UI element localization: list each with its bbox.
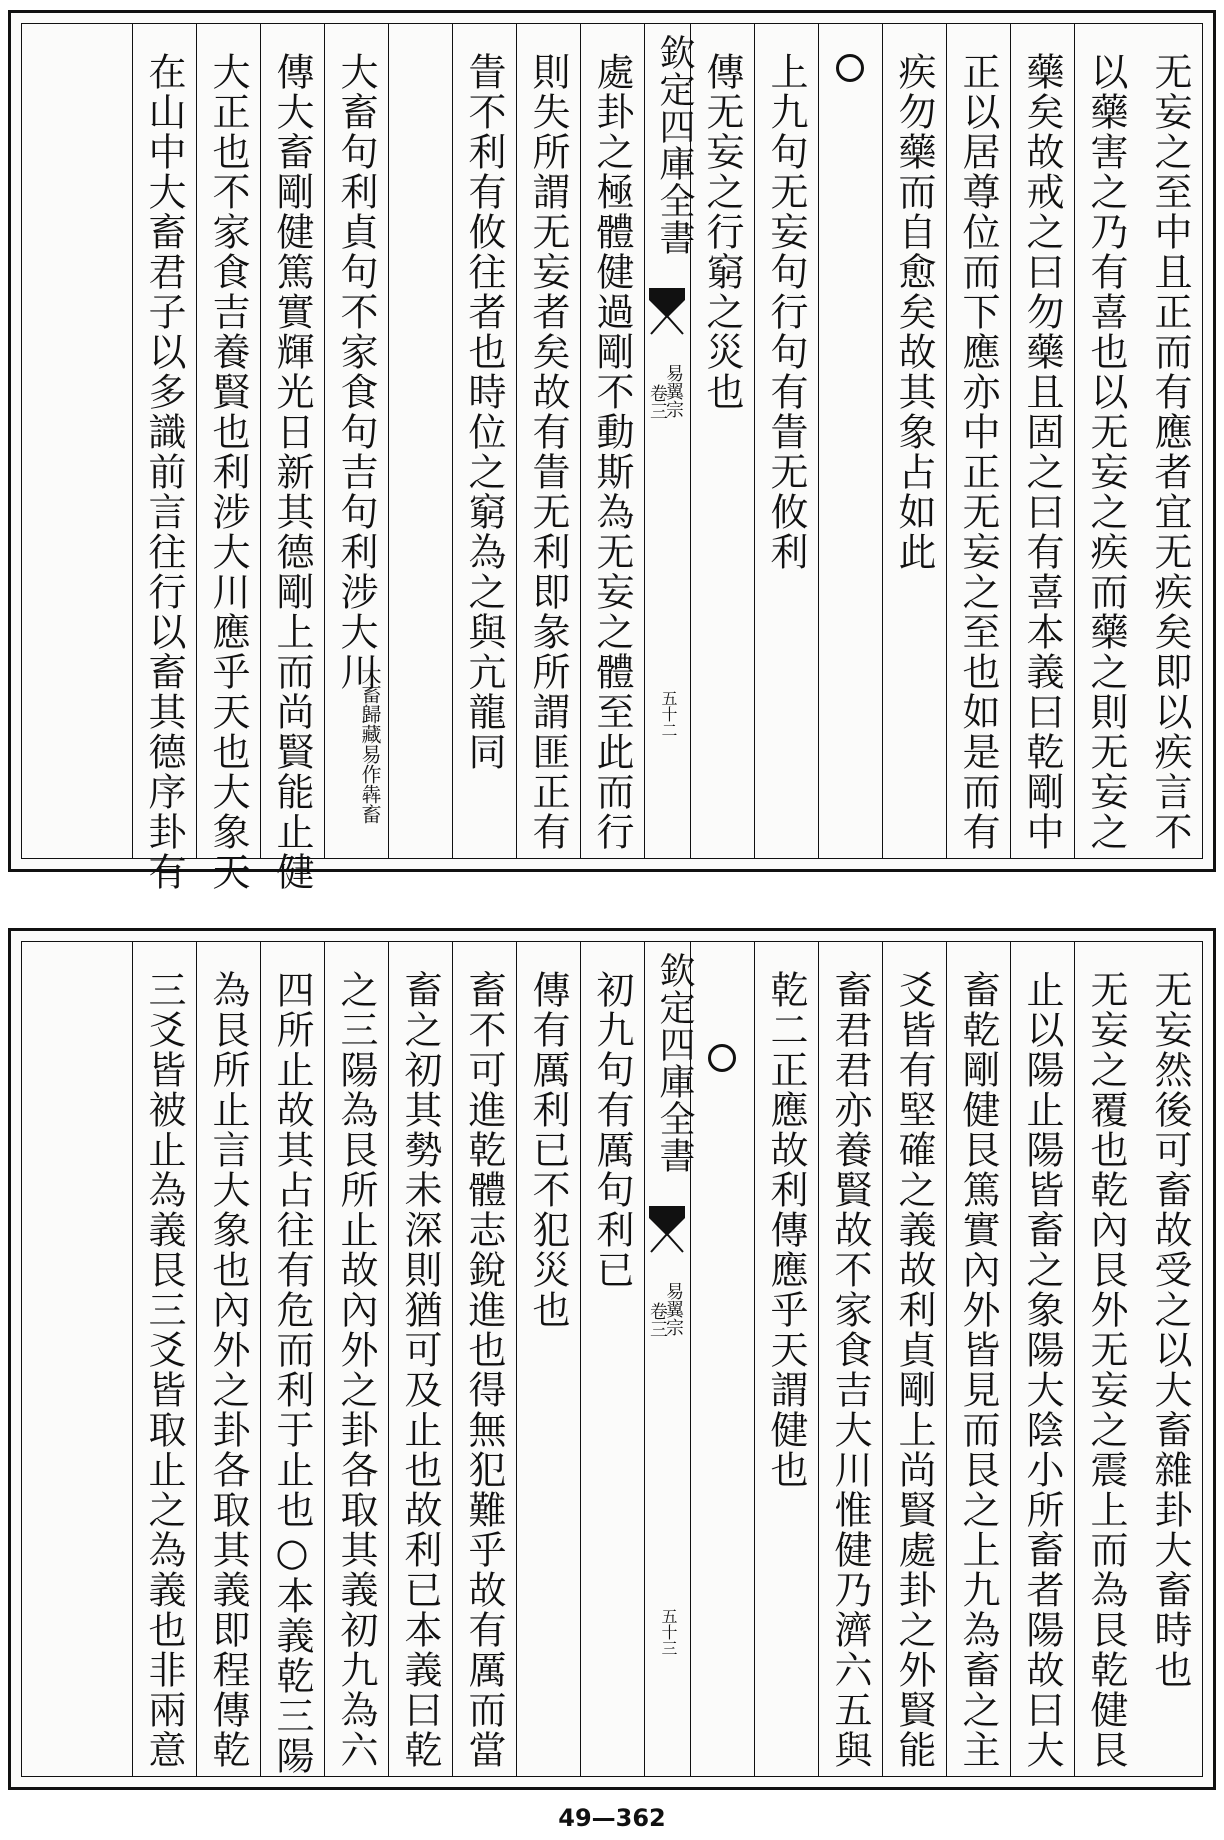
- text-column: 畜乾剛健艮篤實內外皆見而艮之上九為畜之主: [946, 942, 1010, 1776]
- text-column: 以藥害之乃有喜也以无妄之疾而藥之則无妄之: [1074, 24, 1138, 858]
- scan-page-number: 49—362: [558, 1804, 666, 1832]
- circle-mark-icon: [708, 1044, 736, 1072]
- text-column: 則失所謂无妄者矣故有眚无利即彖所謂匪正有: [516, 24, 580, 858]
- circle-mark-icon: [836, 54, 864, 82]
- text-column: 在山中大畜君子以多識前言往行以畜其德序卦有: [132, 24, 196, 858]
- volume-label: 卷三: [647, 384, 668, 420]
- page-number: 五十三: [659, 1608, 678, 1656]
- fish-tail-ornament-icon: [647, 1204, 687, 1254]
- text-column: 處卦之極體健過剛不動斯為无妄之體至此而行: [580, 24, 644, 858]
- volume-label: 卷三: [647, 1302, 668, 1338]
- hexagram-icon: [708, 970, 748, 988]
- text-column: 无妄然後可畜故受之以大畜雜卦大畜時也: [1148, 970, 1192, 1690]
- hexagram-icon: [406, 52, 446, 70]
- text-column: 上九句无妄句行句有眚无攸利: [754, 24, 818, 858]
- book-spine: [644, 24, 695, 858]
- book-spine: [644, 942, 695, 1776]
- bottom-page-frame: [21, 941, 1203, 1777]
- book-subtitle: 易翼宗: [663, 364, 684, 418]
- text-column: 爻皆有堅確之義故利貞剛上尚賢處卦之外賢能: [882, 942, 946, 1776]
- text-column: 四所止故其占往有危而利于止也○本義乾三陽: [260, 942, 324, 1776]
- text-column: 畜不可進乾體志銳進也得無犯難乎故有厲而當: [452, 942, 516, 1776]
- book-title: 欽定四庫全書: [654, 34, 695, 256]
- book-title: 欽定四庫全書: [654, 952, 695, 1174]
- fish-tail-ornament-icon: [647, 286, 687, 336]
- text-column: 止以陽止陽皆畜之象陽大陰小所畜者陽故曰大: [1010, 942, 1074, 1776]
- text-column: 為艮所止言大象也內外之卦各取其義即程傳乾: [196, 942, 260, 1776]
- text-column: 乾二正應故利傳應乎天謂健也: [754, 942, 818, 1776]
- top-page-frame: [21, 23, 1203, 892]
- top-page: [8, 10, 1216, 892]
- bottom-page: [8, 928, 1216, 1790]
- book-subtitle: 易翼宗: [663, 1282, 684, 1336]
- text-column: 初九句有厲句利已: [580, 942, 644, 1776]
- annotation-note: 大畜歸藏易作犇畜: [358, 664, 382, 824]
- text-column: 之三陽為艮所止故內外之卦各取其義初九為六: [324, 942, 388, 1776]
- hexagram-column: [818, 24, 882, 858]
- text-column: 大畜句利貞句不家食句吉句利涉大川 大畜歸藏易作犇畜: [324, 24, 388, 858]
- text-column: 畜之初其勢未深則猶可及止也故利已本義曰乾: [388, 942, 452, 1776]
- text-column: 藥矣故戒之曰勿藥且固之曰有喜本義曰乾剛中: [1010, 24, 1074, 858]
- text-column: 大正也不家食吉養賢也利涉大川應乎天也大象天: [196, 24, 260, 858]
- hexagram-column: [388, 24, 452, 858]
- page-number: 五十二: [659, 690, 678, 738]
- text-column: 畜君君亦養賢故不家食吉大川惟健乃濟六五與: [818, 942, 882, 1776]
- text-column: 正以居尊位而下應亦中正无妄之至也如是而有: [946, 24, 1010, 858]
- hexagram-icon: [836, 134, 876, 152]
- text-column: 疾勿藥而自愈矣故其象占如此: [882, 24, 946, 858]
- text-column: 傳无妄之行窮之災也: [690, 24, 754, 858]
- text-column: 眚不利有攸往者也時位之窮為之與亢龍同: [452, 24, 516, 858]
- text-column: 傳有厲利已不犯災也: [516, 942, 580, 1776]
- text-column: 三爻皆被止為義艮三爻皆取止之為義也非兩意: [132, 942, 196, 1776]
- text-column: 傳大畜剛健篤實輝光日新其德剛上而尚賢能止健: [260, 24, 324, 858]
- text-column: 无妄之至中且正而有應者宜无疾矣即以疾言不: [1148, 52, 1192, 852]
- text-column: 无妄之覆也乾內艮外无妄之震上而為艮乾健艮: [1074, 942, 1138, 1776]
